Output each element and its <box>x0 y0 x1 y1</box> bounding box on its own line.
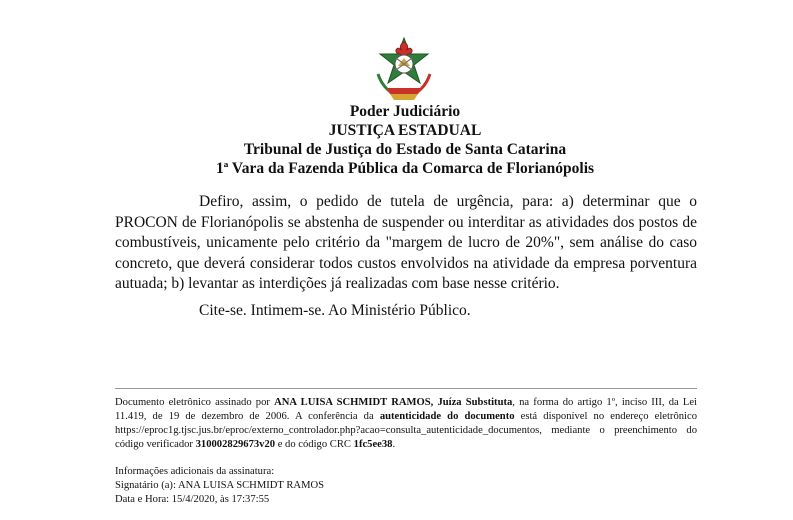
footer-verifier-code: 310002829673v20 <box>195 439 276 450</box>
document-header <box>0 102 793 178</box>
electronic-signature-note <box>115 396 697 452</box>
decision-body <box>115 192 697 295</box>
header-judiciary: Poder Judiciário <box>349 103 461 120</box>
footer-signer: ANA LUISA SCHMIDT RAMOS, Juíza Substituta <box>274 397 513 408</box>
footer-divider <box>115 388 697 389</box>
citation-order: Cite-se. Intimem-se. Ao Ministério Público. <box>199 302 471 319</box>
decision-paragraph: Defiro, assim, o pedido de tutela de urgência, para: a) determinar que o PROCON de Florianópolis se abstenha de suspender ou interditar as atividades dos postos de combustíveis, unicamente pelo critério da "margem de lucro de 20%", sem análise do caso concreto, que deverá considerar todos custos envolvidos na atividade da empresa porventura autuada; b) levantar as interdições já realizadas com base nesse critério. <box>115 193 697 292</box>
footer-text: e do código CRC <box>275 439 354 450</box>
footer-crc-code: 1fc5ee38 <box>353 439 393 450</box>
header-court-division: 1ª Vara da Fazenda Pública da Comarca de Florianópolis <box>215 160 595 177</box>
header-state-justice: JUSTIÇA ESTADUAL <box>328 122 482 139</box>
footer-text: está disponível no endereço eletrônico https://eproc1g.tjsc.jus.br/eproc/externo_controlador.php?acao=consulta_autenticidade_documentos, mediante o preenchimento do código verificador <box>115 411 697 450</box>
footer-text: , na forma do artigo 1º, inciso III, da Lei 11.419, de 19 de dezembro de 2006. A conferência da <box>115 397 698 422</box>
header-court: Tribunal de Justiça do Estado de Santa Catarina <box>243 141 567 158</box>
signature-datetime: Data e Hora: 15/4/2020, às 17:37:55 <box>115 494 270 505</box>
signature-signatory: Signatário (a): ANA LUISA SCHMIDT RAMOS <box>115 480 325 491</box>
footer-text: Documento eletrônico assinado por <box>115 397 275 408</box>
coat-of-arms-icon <box>372 34 436 104</box>
footer-text: . <box>392 439 396 450</box>
signature-info-title: Informações adicionais da assinatura: <box>115 466 275 477</box>
signature-info <box>115 465 697 507</box>
footer-authenticity: autenticidade do documento <box>379 411 515 422</box>
